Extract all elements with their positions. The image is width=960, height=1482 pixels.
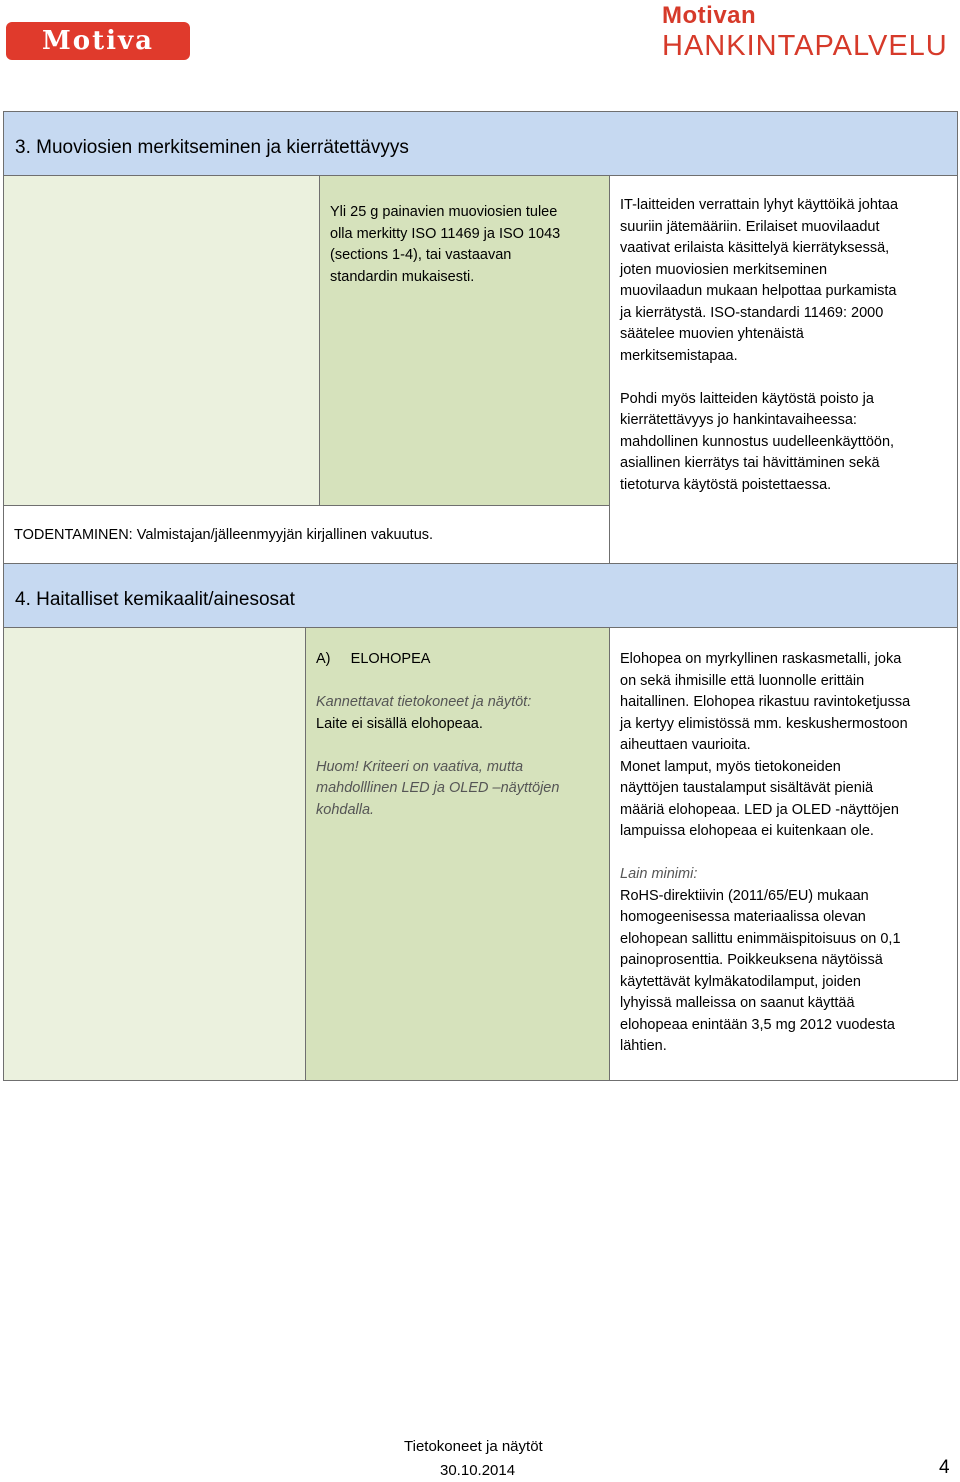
explanation-line: merkitsemistapaa. — [620, 347, 738, 364]
requirement-subheading: Kannettavat tietokoneet ja näytöt: — [316, 694, 532, 710]
motiva-logo-text: Motiva — [42, 26, 154, 56]
explanation-line: haitallinen. Elohopea rikastuu ravintoketjussa — [620, 694, 911, 710]
explanation-line: Elohopea on myrkyllinen raskasmetalli, joka — [620, 651, 902, 667]
section4-header — [3, 563, 958, 628]
explanation-line: Pohdi myös laitteiden käytöstä poisto ja — [620, 390, 874, 407]
explanation-line: suuriin jätemääriin. Erilaiset muovilaadut — [620, 218, 880, 235]
explanation-line: säätelee muovien yhtenäistä — [620, 326, 804, 342]
explanation-line: asiallinen kierrätys tai hävittäminen sekä — [620, 455, 880, 471]
explanation-line: tietoturva käytöstä poistettaessa. — [620, 476, 832, 493]
law-heading: Lain minimi: — [620, 866, 698, 882]
item-label: A) ELOHOPEA — [316, 651, 431, 667]
footer-page-number: 4 — [939, 1457, 950, 1478]
law-line: käytettävät kylmäkatodilamput, joiden — [620, 973, 861, 990]
explanation-line: Monet lamput, myös tietokoneiden — [620, 758, 841, 775]
section3-requirement-cell — [319, 175, 610, 506]
explanation-line: joten muoviosien merkitseminen — [620, 261, 828, 278]
requirement-text: Laite ei sisällä elohopeaa. — [316, 715, 483, 732]
law-line: elohopean sallittu enimmäispitoisuus on 0,1 — [620, 930, 901, 947]
section3-empty-cell — [3, 175, 320, 506]
law-line: homogeenisessa materiaalissa olevan — [620, 909, 866, 925]
law-line: painoprosenttia. Poikkeuksena näytöissä — [620, 952, 883, 968]
hankintapalvelu-logo-word: HANKINTAPALVELU — [662, 30, 948, 62]
note-line: kohdalla. — [316, 801, 375, 818]
explanation-line: lampuissa elohopeaa ei kuitenkaan ole. — [620, 823, 874, 839]
section4-requirement-cell — [305, 627, 610, 1081]
explanation-line: on sekä ihmisille että luonnolle erittäin — [620, 672, 865, 689]
explanation-line: näyttöjen taustalamput sisältävät pieniä — [620, 780, 874, 796]
footer-doc-title: Tietokoneet ja näytöt — [404, 1438, 543, 1455]
explanation-line: mahdollinen kunnostus uudelleenkäyttöön, — [620, 433, 895, 450]
section3-title: 3. Muoviosien merkitseminen ja kierrätettävyys — [15, 137, 409, 158]
motiva-logo — [6, 22, 190, 60]
explanation-line: muovilaadun mukaan helpottaa purkamista — [620, 283, 897, 299]
requirement-line: Yli 25 g painavien muoviosien tulee — [330, 204, 558, 220]
explanation-line: aiheuttaen vaurioita. — [620, 737, 751, 753]
section3-explanation — [620, 195, 898, 496]
note-line: Huom! Kriteeri on vaativa, mutta — [316, 758, 524, 775]
section3-verification-cell — [3, 505, 610, 564]
explanation-line: ja kierrätystä. ISO-standardi 11469: 2000 — [620, 304, 884, 321]
law-line: lähtien. — [620, 1038, 667, 1054]
section3-explanation-cell — [609, 175, 958, 564]
explanation-line: ja kertyy elimistössä mm. keskushermostoon — [620, 715, 908, 732]
motivan-logo-word: Motivan — [662, 2, 757, 29]
law-line: RoHS-direktiivin (2011/65/EU) mukaan — [620, 887, 869, 904]
section4-empty-cell — [3, 627, 306, 1081]
note-line: mahdolllinen LED ja OLED –näyttöjen — [316, 780, 560, 796]
explanation-line: määriä elohopeaa. LED ja OLED -näyttöjen — [620, 801, 899, 818]
section3-requirement — [330, 202, 560, 288]
verification-text: TODENTAMINEN: Valmistajan/jälleenmyyjän kirjallinen vakuutus. — [14, 527, 434, 543]
law-line: elohopeaa enintään 3,5 mg 2012 vuodesta — [620, 1016, 895, 1033]
section3-header — [3, 111, 958, 176]
explanation-line: vaativat erilaista käsittelyä kierrätyksessä, — [620, 240, 890, 256]
explanation-line: IT-laitteiden verrattain lyhyt käyttöikä johtaa — [620, 197, 899, 213]
explanation-line — [620, 367, 898, 389]
law-line: lyhyissä malleissa on saanut käyttää — [620, 995, 855, 1011]
section4-title: 4. Haitalliset kemikaalit/ainesosat — [15, 589, 295, 610]
footer-date: 30.10.2014 — [440, 1462, 516, 1479]
section4-explanation — [620, 649, 910, 1058]
explanation-line: kierrätettävyys jo hankintavaiheessa: — [620, 412, 857, 428]
section4-explanation-cell — [609, 627, 958, 1081]
requirement-line: olla merkitty ISO 11469 ja ISO 1043 — [330, 225, 561, 242]
section4-requirement-block — [316, 649, 559, 821]
requirement-line: standardin mukaisesti. — [330, 268, 475, 285]
requirement-line: (sections 1-4), tai vastaavan — [330, 247, 512, 263]
